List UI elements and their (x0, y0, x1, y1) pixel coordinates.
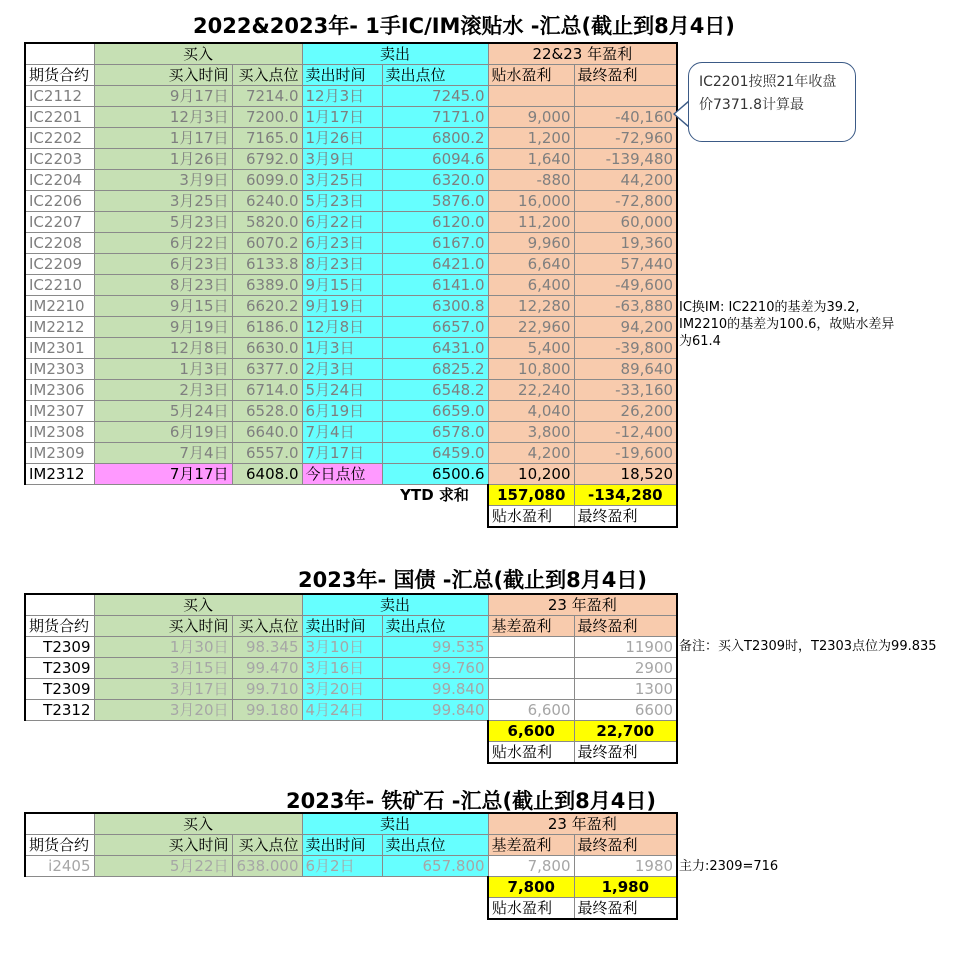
cell-buy-price: 7200.0 (232, 107, 302, 128)
cell-profit-b (574, 86, 677, 107)
cell-contract: IC2207 (25, 212, 94, 233)
table-row (25, 107, 677, 128)
cell-sell-time: 3月20日 (302, 679, 382, 700)
footer-label-row (25, 898, 677, 920)
cell-buy-price: 6630.0 (232, 338, 302, 359)
ytd-sum-row (25, 485, 677, 506)
group-sell: 卖出 (302, 43, 488, 65)
table1-title: 2022&2023年- 1手IC/IM滚贴水 -汇总(截止到8月4日) (193, 14, 735, 38)
cell-sell-time: 2月3日 (302, 359, 382, 380)
col-contract: 期货合约 (25, 65, 94, 86)
cell-profit-b: 94,200 (574, 317, 677, 338)
sum-basis: 6,600 (488, 721, 574, 742)
cell-buy-time: 9月17日 (94, 86, 232, 107)
cell-profit-b: 26,200 (574, 401, 677, 422)
col-sell-time: 卖出时间 (302, 835, 382, 856)
group-sell: 卖出 (302, 813, 488, 835)
cell-profit-a: 11,200 (488, 212, 574, 233)
cell-profit-a: 9,960 (488, 233, 574, 254)
cell-sell-price: 6825.2 (382, 359, 488, 380)
group-buy: 买入 (94, 594, 302, 616)
cell-profit-b: -40,160 (574, 107, 677, 128)
sum-final: 1,980 (574, 877, 677, 898)
sum-row (25, 721, 677, 742)
group-profit: 23 年盈利 (488, 813, 677, 835)
group-profit: 22&23 年盈利 (488, 43, 677, 65)
cell-buy-price: 6528.0 (232, 401, 302, 422)
col-sell-price: 卖出点位 (382, 835, 488, 856)
cell-profit-a: 6,640 (488, 254, 574, 275)
group-header-row (25, 813, 677, 835)
cell-contract: T2309 (25, 637, 94, 658)
table-row (25, 128, 677, 149)
cell-sell-time: 9月15日 (302, 275, 382, 296)
cell-buy-time: 1月30日 (94, 637, 232, 658)
cell-buy-time: 5月24日 (94, 401, 232, 422)
iron-ore-table (24, 812, 678, 920)
cell-sell-time: 3月16日 (302, 658, 382, 679)
table-row (25, 443, 677, 464)
cell-sell-price: 7245.0 (382, 86, 488, 107)
sum-basis: 7,800 (488, 877, 574, 898)
cell-contract: IC2206 (25, 191, 94, 212)
cell-profit-b: 19,360 (574, 233, 677, 254)
cell-profit-b: -33,160 (574, 380, 677, 401)
cell-profit-a: 6,400 (488, 275, 574, 296)
footer-label-row (25, 506, 677, 528)
cell-profit-b: -63,880 (574, 296, 677, 317)
cell-profit-a (488, 658, 574, 679)
cell-contract: T2309 (25, 679, 94, 700)
cell-sell-price: 6659.0 (382, 401, 488, 422)
cell-profit-b: 6600 (574, 700, 677, 721)
cell-profit-b: 89,640 (574, 359, 677, 380)
cell-sell-time: 1月3日 (302, 338, 382, 359)
cell-buy-price: 6377.0 (232, 359, 302, 380)
cell-contract: IM2308 (25, 422, 94, 443)
cell-buy-price: 6620.2 (232, 296, 302, 317)
col-final-profit: 最终盈利 (574, 616, 677, 637)
cell-profit-a: 16,000 (488, 191, 574, 212)
cell-sell-price: 6300.8 (382, 296, 488, 317)
cell-profit-b: 57,440 (574, 254, 677, 275)
cell-buy-time: 1月26日 (94, 149, 232, 170)
cell-profit-a: 7,800 (488, 856, 574, 877)
cell-contract: IM2307 (25, 401, 94, 422)
foot-discount-label: 贴水盈利 (488, 506, 574, 528)
table-row (25, 856, 677, 877)
cell-buy-price: 7165.0 (232, 128, 302, 149)
cell-profit-a: 10,200 (488, 464, 574, 485)
cell-sell-time: 7月17日 (302, 443, 382, 464)
cell-sell-price: 6094.6 (382, 149, 488, 170)
cell-sell-price: 6459.0 (382, 443, 488, 464)
table3-title: 2023年- 铁矿石 -汇总(截止到8月4日) (286, 789, 656, 813)
table-row (25, 149, 677, 170)
cell-sell-price: 6657.0 (382, 317, 488, 338)
cell-buy-time: 1月3日 (94, 359, 232, 380)
cell-buy-time: 3月20日 (94, 700, 232, 721)
table-row (25, 679, 677, 700)
col-buy-time: 买入时间 (94, 65, 232, 86)
cell-sell-time: 6月19日 (302, 401, 382, 422)
cell-sell-time: 1月17日 (302, 107, 382, 128)
cell-buy-time: 6月22日 (94, 233, 232, 254)
sum-final: 22,700 (574, 721, 677, 742)
cell-sell-time: 3月10日 (302, 637, 382, 658)
table-row (25, 464, 677, 485)
cell-buy-time: 9月15日 (94, 296, 232, 317)
cell-sell-time: 5月23日 (302, 191, 382, 212)
iron-ore-note: 主力:2309=716 (679, 859, 779, 874)
table-row (25, 422, 677, 443)
col-sell-price: 卖出点位 (382, 616, 488, 637)
cell-contract: i2405 (25, 856, 94, 877)
cell-buy-time: 1月17日 (94, 128, 232, 149)
table-row (25, 359, 677, 380)
group-buy: 买入 (94, 813, 302, 835)
table-row (25, 212, 677, 233)
cell-profit-a: 3,800 (488, 422, 574, 443)
cell-buy-time: 3月25日 (94, 191, 232, 212)
cell-buy-time: 12月3日 (94, 107, 232, 128)
cell-sell-time: 12月3日 (302, 86, 382, 107)
table-row (25, 338, 677, 359)
group-header-row (25, 594, 677, 616)
cell-sell-price: 657.800 (382, 856, 488, 877)
cell-buy-price: 6070.2 (232, 233, 302, 254)
cell-buy-time: 9月19日 (94, 317, 232, 338)
cell-sell-time: 7月4日 (302, 422, 382, 443)
cell-sell-time: 9月19日 (302, 296, 382, 317)
cell-buy-price: 6714.0 (232, 380, 302, 401)
col-final-profit: 最终盈利 (574, 835, 677, 856)
cell-buy-price: 7214.0 (232, 86, 302, 107)
cell-sell-price: 6548.2 (382, 380, 488, 401)
cell-contract: IM2210 (25, 296, 94, 317)
cell-sell-price: 5876.0 (382, 191, 488, 212)
cell-profit-a: 22,960 (488, 317, 574, 338)
cell-buy-time: 7月17日 (94, 464, 232, 485)
table-row (25, 233, 677, 254)
cell-sell-price: 6320.0 (382, 170, 488, 191)
cell-sell-price: 99.760 (382, 658, 488, 679)
table2-title: 2023年- 国债 -汇总(截止到8月4日) (298, 568, 647, 592)
cell-contract: IC2204 (25, 170, 94, 191)
table-row (25, 254, 677, 275)
cell-buy-price: 98.345 (232, 637, 302, 658)
group-sell: 卖出 (302, 594, 488, 616)
foot-final-label: 最终盈利 (574, 506, 677, 528)
foot-discount-label: 贴水盈利 (488, 898, 574, 920)
ytd-label: YTD 求和 (400, 486, 469, 505)
treasury-table (24, 593, 678, 764)
cell-profit-a (488, 679, 574, 700)
cell-sell-time: 3月9日 (302, 149, 382, 170)
cell-buy-time: 6月19日 (94, 422, 232, 443)
sum-discount: 157,080 (488, 485, 574, 506)
cell-buy-price: 6240.0 (232, 191, 302, 212)
cell-contract: IC2209 (25, 254, 94, 275)
foot-final-label: 最终盈利 (574, 742, 677, 764)
cell-profit-a: -880 (488, 170, 574, 191)
cell-profit-a: 6,600 (488, 700, 574, 721)
cell-contract: T2309 (25, 658, 94, 679)
cell-buy-time: 3月17日 (94, 679, 232, 700)
cell-buy-time: 6月23日 (94, 254, 232, 275)
cell-contract: IM2301 (25, 338, 94, 359)
cell-buy-price: 638.000 (232, 856, 302, 877)
cell-buy-price: 6408.0 (232, 464, 302, 485)
cell-profit-a: 5,400 (488, 338, 574, 359)
col-basis-profit: 基差盈利 (488, 616, 574, 637)
group-header-row (25, 43, 677, 65)
cell-sell-price: 99.840 (382, 700, 488, 721)
cell-sell-time: 8月23日 (302, 254, 382, 275)
col-sell-time: 卖出时间 (302, 65, 382, 86)
cell-sell-price: 7171.0 (382, 107, 488, 128)
table-row (25, 86, 677, 107)
cell-buy-price: 6186.0 (232, 317, 302, 338)
callout-note: IC2201按照21年收盘价7371.8计算最 (688, 62, 856, 142)
cell-contract: IC2203 (25, 149, 94, 170)
cell-profit-b: -49,600 (574, 275, 677, 296)
cell-buy-price: 5820.0 (232, 212, 302, 233)
cell-profit-a: 12,280 (488, 296, 574, 317)
col-basis-profit: 基差盈利 (488, 835, 574, 856)
note-line: IC换IM: IC2210的基差为39.2, (679, 300, 860, 315)
cell-profit-b: -72,800 (574, 191, 677, 212)
cell-sell-price: 6120.0 (382, 212, 488, 233)
cell-profit-a: 4,040 (488, 401, 574, 422)
cell-sell-price: 99.840 (382, 679, 488, 700)
cell-contract: IM2312 (25, 464, 94, 485)
table-row (25, 380, 677, 401)
corner-cell (25, 43, 94, 65)
cell-sell-price: 6431.0 (382, 338, 488, 359)
cell-sell-price: 6800.2 (382, 128, 488, 149)
cell-buy-price: 6389.0 (232, 275, 302, 296)
cell-sell-time: 5月24日 (302, 380, 382, 401)
cell-profit-a: 1,640 (488, 149, 574, 170)
table-row (25, 275, 677, 296)
cell-contract: IM2212 (25, 317, 94, 338)
col-buy-time: 买入时间 (94, 835, 232, 856)
cell-buy-price: 6792.0 (232, 149, 302, 170)
cell-profit-b: 44,200 (574, 170, 677, 191)
cell-buy-price: 6099.0 (232, 170, 302, 191)
cell-contract: IM2306 (25, 380, 94, 401)
cell-profit-b: 2900 (574, 658, 677, 679)
col-sell-price: 卖出点位 (382, 65, 488, 86)
cell-contract: IC2112 (25, 86, 94, 107)
cell-profit-a: 9,000 (488, 107, 574, 128)
cell-sell-time: 今日点位 (302, 464, 382, 485)
cell-buy-price: 99.710 (232, 679, 302, 700)
cell-buy-price: 99.470 (232, 658, 302, 679)
note-line: 为61.4 (679, 334, 721, 349)
col-final-profit: 最终盈利 (574, 65, 677, 86)
cell-buy-price: 99.180 (232, 700, 302, 721)
cell-contract: IC2210 (25, 275, 94, 296)
column-header-row (25, 65, 677, 86)
cell-profit-b: 1300 (574, 679, 677, 700)
cell-buy-time: 3月9日 (94, 170, 232, 191)
sum-row (25, 877, 677, 898)
cell-profit-b: -19,600 (574, 443, 677, 464)
col-buy-price: 买入点位 (232, 65, 302, 86)
column-header-row (25, 835, 677, 856)
cell-contract: IC2208 (25, 233, 94, 254)
cell-sell-time: 3月25日 (302, 170, 382, 191)
table-row (25, 401, 677, 422)
cell-profit-b: 18,520 (574, 464, 677, 485)
cell-buy-time: 3月15日 (94, 658, 232, 679)
cell-buy-time: 7月4日 (94, 443, 232, 464)
cell-sell-time: 6月22日 (302, 212, 382, 233)
col-buy-price: 买入点位 (232, 835, 302, 856)
table-row (25, 296, 677, 317)
cell-buy-time: 12月8日 (94, 338, 232, 359)
cell-sell-price: 99.535 (382, 637, 488, 658)
cell-contract: IC2202 (25, 128, 94, 149)
cell-buy-time: 5月22日 (94, 856, 232, 877)
cell-sell-time: 1月26日 (302, 128, 382, 149)
column-header-row (25, 616, 677, 637)
cell-sell-time: 6月23日 (302, 233, 382, 254)
cell-buy-price: 6557.0 (232, 443, 302, 464)
col-discount-profit: 贴水盈利 (488, 65, 574, 86)
cell-sell-price: 6141.0 (382, 275, 488, 296)
col-buy-time: 买入时间 (94, 616, 232, 637)
cell-buy-price: 6133.8 (232, 254, 302, 275)
col-buy-price: 买入点位 (232, 616, 302, 637)
cell-profit-a: 4,200 (488, 443, 574, 464)
cell-sell-price: 6421.0 (382, 254, 488, 275)
table-row (25, 637, 677, 658)
table-row (25, 317, 677, 338)
cell-profit-a: 22,240 (488, 380, 574, 401)
cell-contract: IM2309 (25, 443, 94, 464)
sum-final: -134,280 (574, 485, 677, 506)
cell-buy-time: 5月23日 (94, 212, 232, 233)
cell-buy-price: 6640.0 (232, 422, 302, 443)
table-row (25, 170, 677, 191)
cell-profit-a (488, 86, 574, 107)
cell-sell-price: 6500.6 (382, 464, 488, 485)
cell-profit-b: -39,800 (574, 338, 677, 359)
foot-final-label: 最终盈利 (574, 898, 677, 920)
cell-contract: IM2303 (25, 359, 94, 380)
cell-sell-time: 12月8日 (302, 317, 382, 338)
note-line: IM2210的基差为100.6，故贴水差异 (679, 317, 895, 332)
cell-sell-time: 4月24日 (302, 700, 382, 721)
col-sell-time: 卖出时间 (302, 616, 382, 637)
cell-profit-b: 11900 (574, 637, 677, 658)
ic-im-note (679, 299, 894, 350)
cell-buy-time: 8月23日 (94, 275, 232, 296)
cell-profit-b: -12,400 (574, 422, 677, 443)
cell-profit-b: -72,960 (574, 128, 677, 149)
cell-profit-a: 1,200 (488, 128, 574, 149)
col-contract: 期货合约 (25, 616, 94, 637)
cell-buy-time: 2月3日 (94, 380, 232, 401)
cell-contract: T2312 (25, 700, 94, 721)
cell-contract: IC2201 (25, 107, 94, 128)
cell-profit-b: 60,000 (574, 212, 677, 233)
ic-im-table (24, 42, 678, 528)
table-row (25, 191, 677, 212)
table-row (25, 658, 677, 679)
treasury-note: 备注：买入T2309时，T2303点位为99.835 (679, 639, 937, 654)
cell-profit-b: 1980 (574, 856, 677, 877)
cell-sell-price: 6578.0 (382, 422, 488, 443)
group-profit: 23 年盈利 (488, 594, 677, 616)
footer-label-row (25, 742, 677, 764)
foot-discount-label: 贴水盈利 (488, 742, 574, 764)
group-buy: 买入 (94, 43, 302, 65)
cell-profit-a (488, 637, 574, 658)
cell-sell-time: 6月2日 (302, 856, 382, 877)
cell-profit-a: 10,800 (488, 359, 574, 380)
col-contract: 期货合约 (25, 835, 94, 856)
table-row (25, 700, 677, 721)
cell-sell-price: 6167.0 (382, 233, 488, 254)
cell-profit-b: -139,480 (574, 149, 677, 170)
